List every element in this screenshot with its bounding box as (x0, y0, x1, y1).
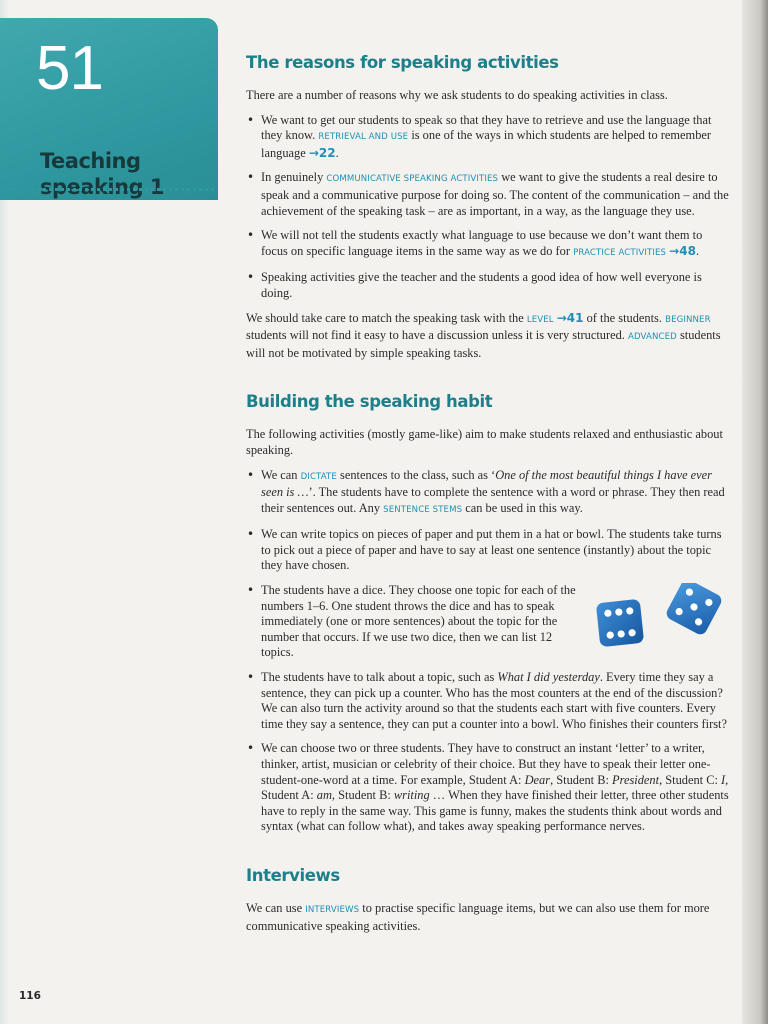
list-item: • We can write topics on pieces of paper and put them in a hat or bowl. The students take turns to pick out a piece of paper and have to say at least one sentence (instantly) about the topic they have chosen. (246, 527, 732, 574)
dice-icon (592, 583, 732, 663)
unit-title-line2: speaking 1 (40, 175, 165, 199)
cross-ref-keyword[interactable]: ADVANCED (628, 332, 677, 343)
section1-intro: There are a number of reasons why we ask students to do speaking activities in class. (246, 88, 668, 102)
cross-ref-keyword[interactable]: BEGINNER (665, 314, 711, 325)
cross-ref-keyword[interactable]: DICTATE (300, 471, 337, 482)
section2-intro: The following activities (mostly game-like) aim to make students relaxed and enthusiastic about speaking. (246, 427, 723, 457)
section1-level-paragraph: We should take care to match the speaking task with the LEVEL →41 of the students. BEGINNER students will not find it easy to have a discussion unless it is very structured. ADVANCED students will not be motivated by simple speaking tasks. (246, 310, 721, 360)
cross-ref-keyword[interactable]: INTERVIEWS (305, 904, 360, 915)
section-title-reasons: The reasons for speaking activities (246, 53, 559, 72)
list-item: • In genuinely COMMUNICATIVE SPEAKING ACTIVITIES we want to give the students a real desire to speak and a communicative purpose for doing so. The content of the communication – and the achievement of the speaking task – are as important, in a way, as the language they use. (246, 170, 732, 219)
section-title-interviews: Interviews (246, 865, 340, 885)
cross-ref-link[interactable]: →41 (556, 310, 584, 325)
unit-dotted-rule (0, 188, 214, 191)
list-item: • We want to get our students to speak so that they have to retrieve and use the language that they know. RETRIEVAL AND USE is one of the ways in which students are helped to remember language →22. (246, 113, 732, 162)
unit-title (40, 148, 164, 200)
cross-ref-link[interactable]: →48 (669, 243, 696, 258)
list-item: • The students have a dice. They choose one topic for each of the numbers 1–6. One student throws the dice and has to speak immediately (one or more sentences) about the topic for the number that occurs. If we use two dice, then we can list 12 topics. (246, 583, 732, 661)
unit-title-line1: Teaching (40, 149, 141, 173)
section1-list (246, 113, 732, 302)
section3-paragraph: We can use INTERVIEWS to practise specific language items, but we can also use them for more communicative speaking activities. (246, 900, 710, 933)
cross-ref-keyword[interactable]: SENTENCE STEMS (383, 504, 463, 515)
cross-ref-link[interactable]: →22 (308, 145, 336, 160)
unit-tab (0, 18, 218, 200)
list-item: • We can DICTATE sentences to the class, such as ‘One of the most beautiful things I have ever seen is …’. The students have to complete the sentence with a word or phrase. They then read their sentences out. Any SENTENCE STEMS can be used in this way. (246, 468, 732, 519)
cross-ref-keyword[interactable]: PRACTICE ACTIVITIES (573, 247, 667, 258)
list-item: • We will not tell the students exactly what language to use because we don’t want them to focus on specific language items in the same way as we do for PRACTICE ACTIVITIES →48. (246, 228, 732, 261)
cross-ref-keyword[interactable]: COMMUNICATIVE SPEAKING ACTIVITIES (326, 174, 499, 185)
page-gutter-shadow (742, 0, 768, 1024)
section2-list (246, 468, 732, 835)
page-number: 116 (19, 990, 41, 1002)
cross-ref-keyword[interactable]: RETRIEVAL AND USE (318, 132, 409, 143)
unit-number: 51 (36, 34, 103, 103)
cross-ref-keyword[interactable]: LEVEL (526, 314, 554, 325)
list-item: • The students have to talk about a topic, such as What I did yesterday. Every time they say a sentence, they can pick up a counter. Who has the most counters at the end of the discussion? We can also turn the activity around so that the students each start with five counters. Every time they say a sentence, they can put a counter into a bowl. Who finishes their counters first? (246, 670, 732, 732)
list-item: • Speaking activities give the teacher and the students a good idea of how well everyone is doing. (246, 270, 732, 301)
section-title-speaking-habit: Building the speaking habit (246, 392, 493, 412)
list-item: • We can choose two or three students. They have to construct an instant ‘letter’ to a writer, thinker, artist, musician or celebrity of their choice. But they have to speak their letter one-student-one-word at a time. For example, Student A: Dear, Student B: President, Student C: I, Student A: am, Student B: writing … When they have finished their letter, three other students have to reply in the same way. This game is funny, makes the students think about words and syntax (what can follow what), and takes away speaking performance nerves. (246, 741, 732, 835)
main-content (246, 52, 732, 934)
